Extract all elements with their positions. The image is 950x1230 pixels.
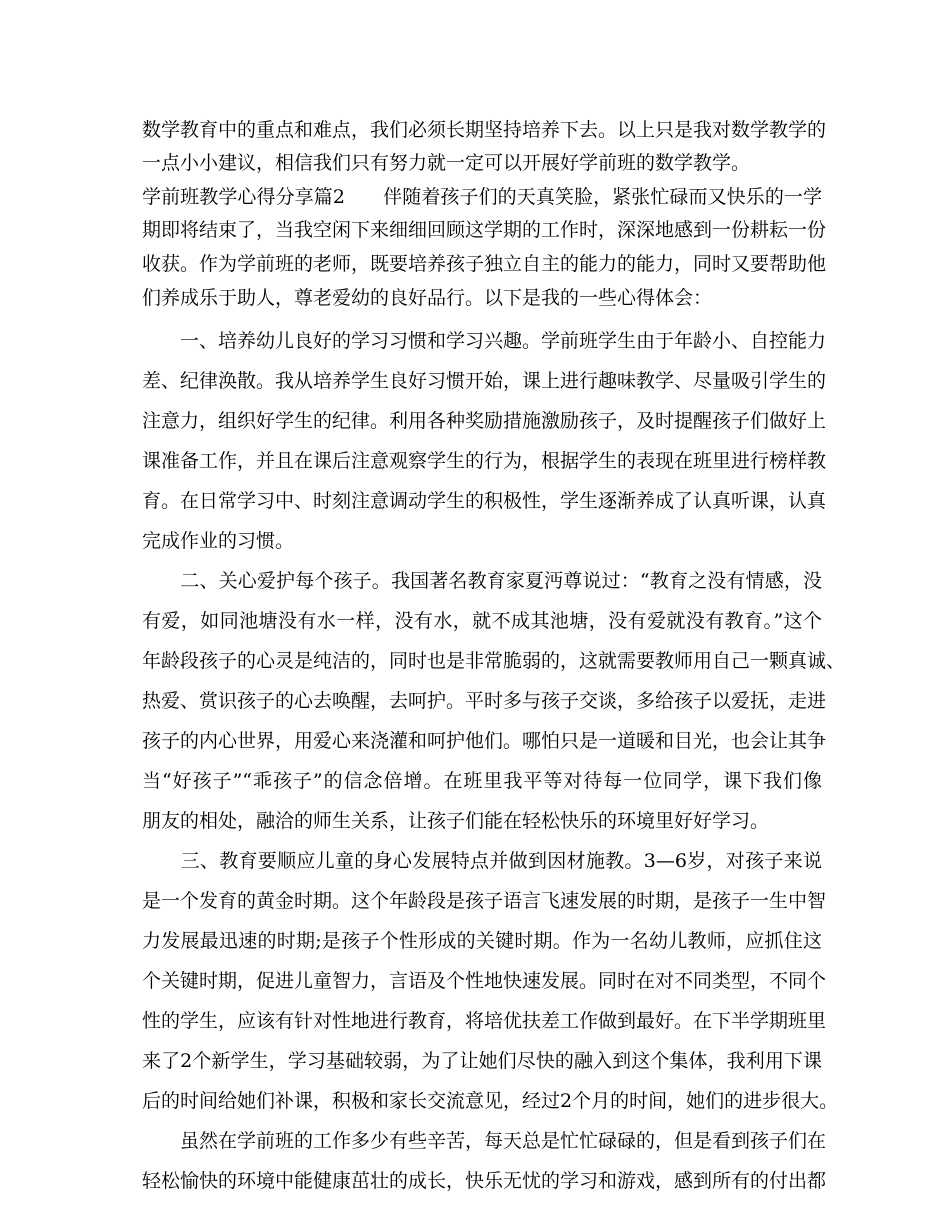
text-line: 期即将结束了，当我空闲下来细细回顾这学期的工作时，深深地感到一份耕耘一份 xyxy=(142,219,827,241)
text-line: 二、关心爱护每个孩子。我国著名教育家夏沔尊说过：“教育之没有情感，没 xyxy=(142,570,822,592)
text-line: 轻松愉快的环境中能健康茁壮的成长，快乐无忧的学习和游戏，感到所有的付出都 xyxy=(142,1170,827,1192)
text-line: 数学教育中的重点和难点，我们必须长期坚持培养下去。以上只是我对数学教学的 xyxy=(142,119,827,141)
text-line: 虽然在学前班的工作多少有些辛苦，每天总是忙忙碌碌的，但是看到孩子们在 xyxy=(142,1130,827,1152)
text-line: 们养成乐于助人，尊老爱幼的良好品行。以下是我的一些心得体会： xyxy=(142,287,713,309)
text-line: 一点小小建议，相信我们只有努力就一定可以开展好学前班的数学教学。 xyxy=(142,152,751,174)
text-line: 来了2个新学生，学习基础较弱，为了让她们尽快的融入到这个集体，我利用下课 xyxy=(142,1050,822,1072)
text-line: 当“好孩子”“乖孩子”的信念倍增。在班里我平等对待每一位同学，课下我们像 xyxy=(142,770,822,792)
text-line: 是一个发育的黄金时期。这个年龄段是孩子语言飞速发展的时期，是孩子一生中智 xyxy=(142,890,827,912)
text-line: 力发展最迅速的时期;是孩子个性形成的关键时期。作为一名幼儿教师，应抓住这 xyxy=(142,930,822,952)
text-line: 一、培养幼儿良好的学习习惯和学习兴趣。学前班学生由于年龄小、自控能力 xyxy=(142,330,827,352)
text-line: 注意力，组织好学生的纪律。利用各种奖励措施激励孩子，及时提醒孩子们做好上 xyxy=(142,410,827,432)
text-line: 性的学生，应该有针对性地进行教育，将培优扶差工作做到最好。在下半学期班里 xyxy=(142,1010,827,1032)
text-line: 三、教育要顺应儿童的身心发展特点并做到因材施教。3—6岁，对孩子来说 xyxy=(142,850,822,872)
text-line: 完成作业的习惯。 xyxy=(142,530,295,552)
section-heading-line: 学前班教学心得分享篇2 伴随着孩子们的天真笑脸，紧张忙碌而又快乐的一学 xyxy=(142,186,822,208)
text-line: 有爱，如同池塘没有水一样，没有水，就不成其池塘，没有爱就没有教育。”这个 xyxy=(142,610,822,632)
text-line: 热爱、赏识孩子的心去唤醒，去呵护。平时多与孩子交谈，多给孩子以爱抚，走进 xyxy=(142,690,827,712)
text-line: 个关键时期，促进儿童智力，言语及个性地快速发展。同时在对不同类型，不同个 xyxy=(142,970,827,992)
text-line: 差、纪律涣散。我从培养学生良好习惯开始，课上进行趣味教学、尽量吸引学生的 xyxy=(142,370,827,392)
text-line: 收获。作为学前班的老师，既要培养孩子独立自主的能力的能力，同时又要帮助他 xyxy=(142,253,827,275)
text-line: 课准备工作，并且在课后注意观察学生的行为，根据学生的表现在班里进行榜样教 xyxy=(142,450,827,472)
text-line: 朋友的相处，融洽的师生关系，让孩子们能在轻松快乐的环境里好好学习。 xyxy=(142,810,770,832)
text-line: 孩子的内心世界，用爱心来浇灌和呵护他们。哪怕只是一道暖和目光，也会让其争 xyxy=(142,730,827,752)
text-line: 育。在日常学习中、时刻注意调动学生的积极性，学生逐渐养成了认真听课，认真 xyxy=(142,490,827,512)
text-line: 年龄段孩子的心灵是纯洁的，同时也是非常脆弱的，这就需要教师用自己一颗真诚、 xyxy=(142,650,846,672)
text-line: 后的时间给她们补课，积极和家长交流意见，经过2个月的时间，她们的进步很大。 xyxy=(142,1090,839,1112)
